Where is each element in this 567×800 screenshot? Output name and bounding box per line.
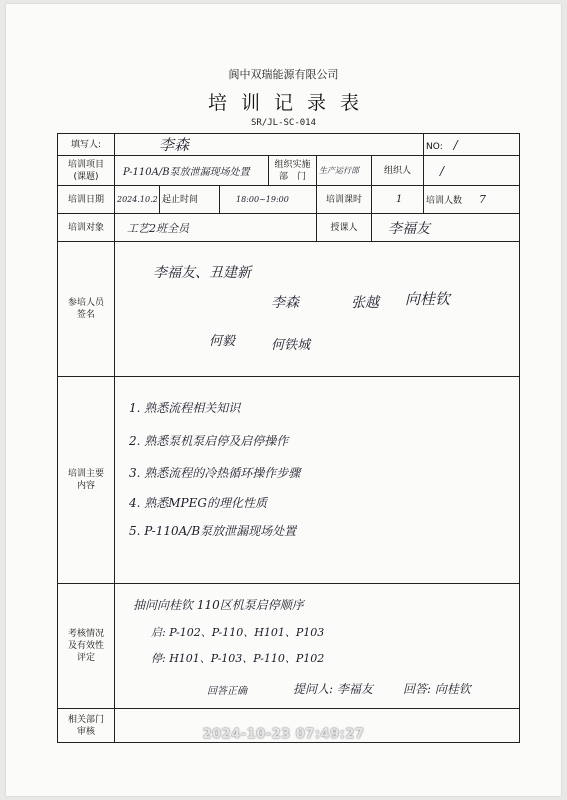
participant-signature: 何毅	[209, 334, 236, 349]
organizer-value: /	[440, 163, 445, 178]
assess-label-line3: 评定	[76, 653, 95, 663]
time-value: 18:00~19:00	[236, 194, 289, 204]
row-assessment	[58, 584, 520, 709]
assess-label-line2: 及有效性	[67, 641, 104, 651]
participants-cell	[115, 242, 520, 377]
assess-sign: 提问人: 李福友	[293, 682, 373, 696]
organizer-label: 组织人	[372, 156, 424, 186]
participants-label	[58, 242, 115, 377]
filler-label: 填写人:	[58, 134, 115, 156]
participant-signature: 李森	[271, 295, 299, 311]
form-title: 培训记录表	[207, 92, 373, 114]
training-record-table	[57, 133, 520, 743]
org-cell	[317, 156, 372, 186]
org-label-line1: 组织实施	[274, 159, 311, 170]
content-line: 5. P-110A/B泵放泄漏现场处置	[129, 524, 297, 538]
assess-line: 停: H101、P-103、P-110、P102	[151, 652, 325, 665]
org-label	[269, 156, 317, 186]
project-label	[58, 156, 115, 186]
hours-label: 培训课时	[317, 186, 372, 214]
count-value: 7	[478, 193, 486, 206]
filler-cell	[115, 134, 424, 156]
count-cell	[424, 186, 520, 214]
participants-label-line2: 签名	[76, 310, 95, 320]
target-value: 工艺2班全员	[127, 221, 189, 235]
participants-label-line1: 参培人员	[67, 298, 104, 308]
assess-cell	[115, 584, 520, 709]
assess-sign: 回答: 向桂钦	[403, 682, 471, 696]
date-label: 培训日期	[58, 186, 115, 214]
row-date	[58, 186, 520, 214]
company-name: 阆中双瑞能源有限公司	[228, 68, 339, 81]
target-label: 培训对象	[58, 214, 115, 242]
content-line: 1. 熟悉流程相关知识	[129, 401, 241, 415]
row-participants	[58, 242, 520, 377]
lecturer-value: 李福友	[388, 220, 430, 237]
assess-label	[58, 584, 115, 709]
content-line: 2. 熟悉泵机泵启停及启停操作	[129, 434, 289, 448]
dept-label-line2: 审核	[76, 726, 95, 737]
hours-value: 1	[396, 194, 403, 205]
participant-signature: 李福友、丑建新	[153, 265, 251, 281]
project-cell	[115, 156, 269, 186]
count-label: 培训人数	[426, 196, 463, 206]
assess-line: 抽问向桂钦 110区机泵启停顺序	[133, 598, 304, 612]
no-cell	[424, 134, 520, 156]
row-project	[58, 156, 520, 186]
filler-value: 李森	[159, 136, 190, 154]
content-cell	[115, 377, 520, 584]
no-value: /	[453, 137, 458, 152]
date-cell	[115, 186, 160, 214]
assess-sign: 回答正确	[207, 686, 247, 697]
date-value: 2024.10.2	[117, 194, 158, 204]
content-line: 4. 熟悉MPEG的理化性质	[129, 496, 267, 510]
content-label	[58, 377, 115, 584]
time-cell	[220, 186, 317, 214]
time-label: 起止时间	[160, 186, 220, 214]
assess-line: 启: P-102、P-110、H101、P103	[151, 626, 325, 639]
participant-signature: 张越	[351, 295, 379, 311]
organizer-cell	[424, 156, 520, 186]
content-label-line1: 培训主要	[67, 469, 104, 479]
participant-signature: 何铁城	[271, 338, 311, 353]
project-label-line1: 培训项目	[67, 159, 104, 170]
lecturer-cell	[372, 214, 520, 242]
participant-signature: 向桂钦	[405, 290, 451, 308]
row-filler	[58, 134, 520, 156]
hours-cell	[372, 186, 424, 214]
row-content	[58, 377, 520, 584]
assess-label-line1: 考核情况	[67, 629, 104, 639]
dept-label-line1: 相关部门	[67, 714, 104, 725]
photo-timestamp: 2024-10-23 07:49:27	[202, 727, 365, 742]
project-label-line2: (课题)	[73, 171, 99, 182]
org-label-line2: 部 门	[278, 171, 306, 182]
no-label: NO:	[426, 141, 443, 152]
lecturer-label: 授课人	[317, 214, 372, 242]
project-value: P-110A/B泵放泄漏现场处置	[123, 167, 250, 178]
content-line: 3. 熟悉流程的冷热循环操作步骤	[129, 466, 301, 480]
form-code: SR/JL-SC-014	[250, 118, 317, 128]
org-value: 生产运行部	[319, 166, 359, 175]
row-target	[58, 214, 520, 242]
target-cell	[115, 214, 317, 242]
content-label-line2: 内容	[76, 481, 95, 491]
